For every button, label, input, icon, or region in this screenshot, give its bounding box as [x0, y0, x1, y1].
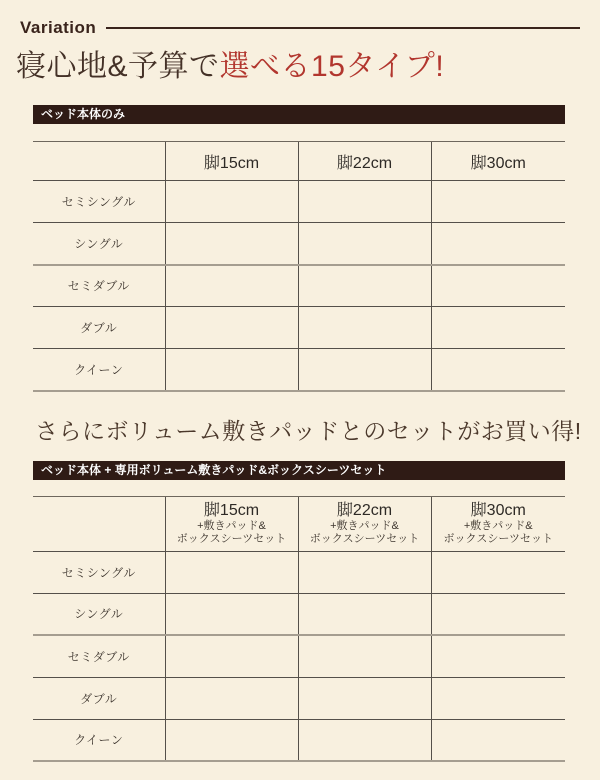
table-row	[33, 593, 565, 635]
corner-cell	[33, 142, 165, 181]
price-cell	[165, 265, 298, 307]
corner-cell	[33, 496, 165, 551]
table-row	[33, 719, 565, 761]
table-row	[33, 265, 565, 307]
size-row-label: セミダブル	[33, 635, 165, 677]
price-cell	[165, 307, 298, 349]
price-cell	[431, 307, 565, 349]
sheet-set-label: ボックスシーツセット	[443, 533, 553, 545]
sheet-set-label: ボックスシーツセット	[309, 533, 420, 545]
price-cell	[165, 223, 298, 265]
leg-column-header: 脚22cm	[298, 142, 431, 181]
table-row	[33, 181, 565, 223]
price-cell	[298, 265, 431, 307]
price-cell	[298, 551, 431, 593]
price-cell	[165, 551, 298, 593]
price-cell	[431, 593, 565, 635]
leg-height-label: 脚15cm	[203, 502, 260, 519]
table-header-row	[33, 496, 565, 551]
price-cell	[298, 593, 431, 635]
price-cell	[298, 307, 431, 349]
price-cell	[431, 349, 565, 391]
bed-set-price-table	[33, 496, 565, 763]
price-cell	[431, 265, 565, 307]
size-row-label: シングル	[33, 593, 165, 635]
price-cell	[298, 349, 431, 391]
price-cell	[298, 181, 431, 223]
size-row-label: シングル	[33, 223, 165, 265]
leg-set-column-header	[165, 496, 298, 551]
price-cell	[431, 635, 565, 677]
price-cell	[165, 181, 298, 223]
bed-set-title-bar: ベッド本体 + 専用ボリューム敷きパッド&ボックスシーツセット	[33, 461, 565, 480]
price-cell	[431, 223, 565, 265]
price-cell	[165, 635, 298, 677]
pad-set-label: +敷きパッド&	[197, 520, 266, 532]
table-row	[33, 551, 565, 593]
price-cell	[431, 719, 565, 761]
table-row	[33, 677, 565, 719]
price-cell	[165, 349, 298, 391]
size-row-label: セミシングル	[33, 181, 165, 223]
price-cell	[298, 719, 431, 761]
main-heading	[16, 48, 600, 86]
price-cell	[298, 635, 431, 677]
kicker-rule	[106, 27, 580, 29]
leg-column-header: 脚30cm	[431, 142, 565, 181]
leg-set-column-header	[298, 496, 431, 551]
sheet-set-label: ボックスシーツセット	[176, 533, 287, 545]
price-cell	[165, 677, 298, 719]
table-row	[33, 307, 565, 349]
leg-height-label: 脚30cm	[470, 502, 526, 519]
size-row-label: クイーン	[33, 349, 165, 391]
kicker-row	[0, 0, 600, 38]
size-row-label: セミダブル	[33, 265, 165, 307]
price-cell	[298, 677, 431, 719]
price-cell	[431, 181, 565, 223]
leg-set-column-header	[431, 496, 565, 551]
pad-set-label: +敷きパッド&	[463, 520, 533, 532]
leg-height-label: 脚22cm	[336, 502, 393, 519]
size-row-label: ダブル	[33, 307, 165, 349]
variation-kicker: Variation	[20, 18, 97, 37]
price-cell	[165, 593, 298, 635]
table-row	[33, 635, 565, 677]
table-row	[33, 349, 565, 391]
price-cell	[165, 719, 298, 761]
table-header-row	[33, 142, 565, 181]
size-row-label: クイーン	[33, 719, 165, 761]
size-row-label: セミシングル	[33, 551, 165, 593]
heading-main-text: 寝心地&予算で	[16, 50, 220, 83]
price-cell	[431, 677, 565, 719]
set-heading: さらにボリューム敷きパッドとのセットがお買い得!	[35, 417, 582, 444]
table-row	[33, 223, 565, 265]
bed-only-price-table	[33, 141, 565, 392]
size-row-label: ダブル	[33, 677, 165, 719]
leg-column-header: 脚15cm	[165, 142, 298, 181]
bed-only-title-bar: ベッド本体のみ	[33, 105, 565, 124]
pad-set-label: +敷きパッド&	[330, 520, 399, 532]
price-cell	[431, 551, 565, 593]
price-cell	[298, 223, 431, 265]
heading-highlight-text: 選べる15タイプ!	[219, 50, 445, 83]
